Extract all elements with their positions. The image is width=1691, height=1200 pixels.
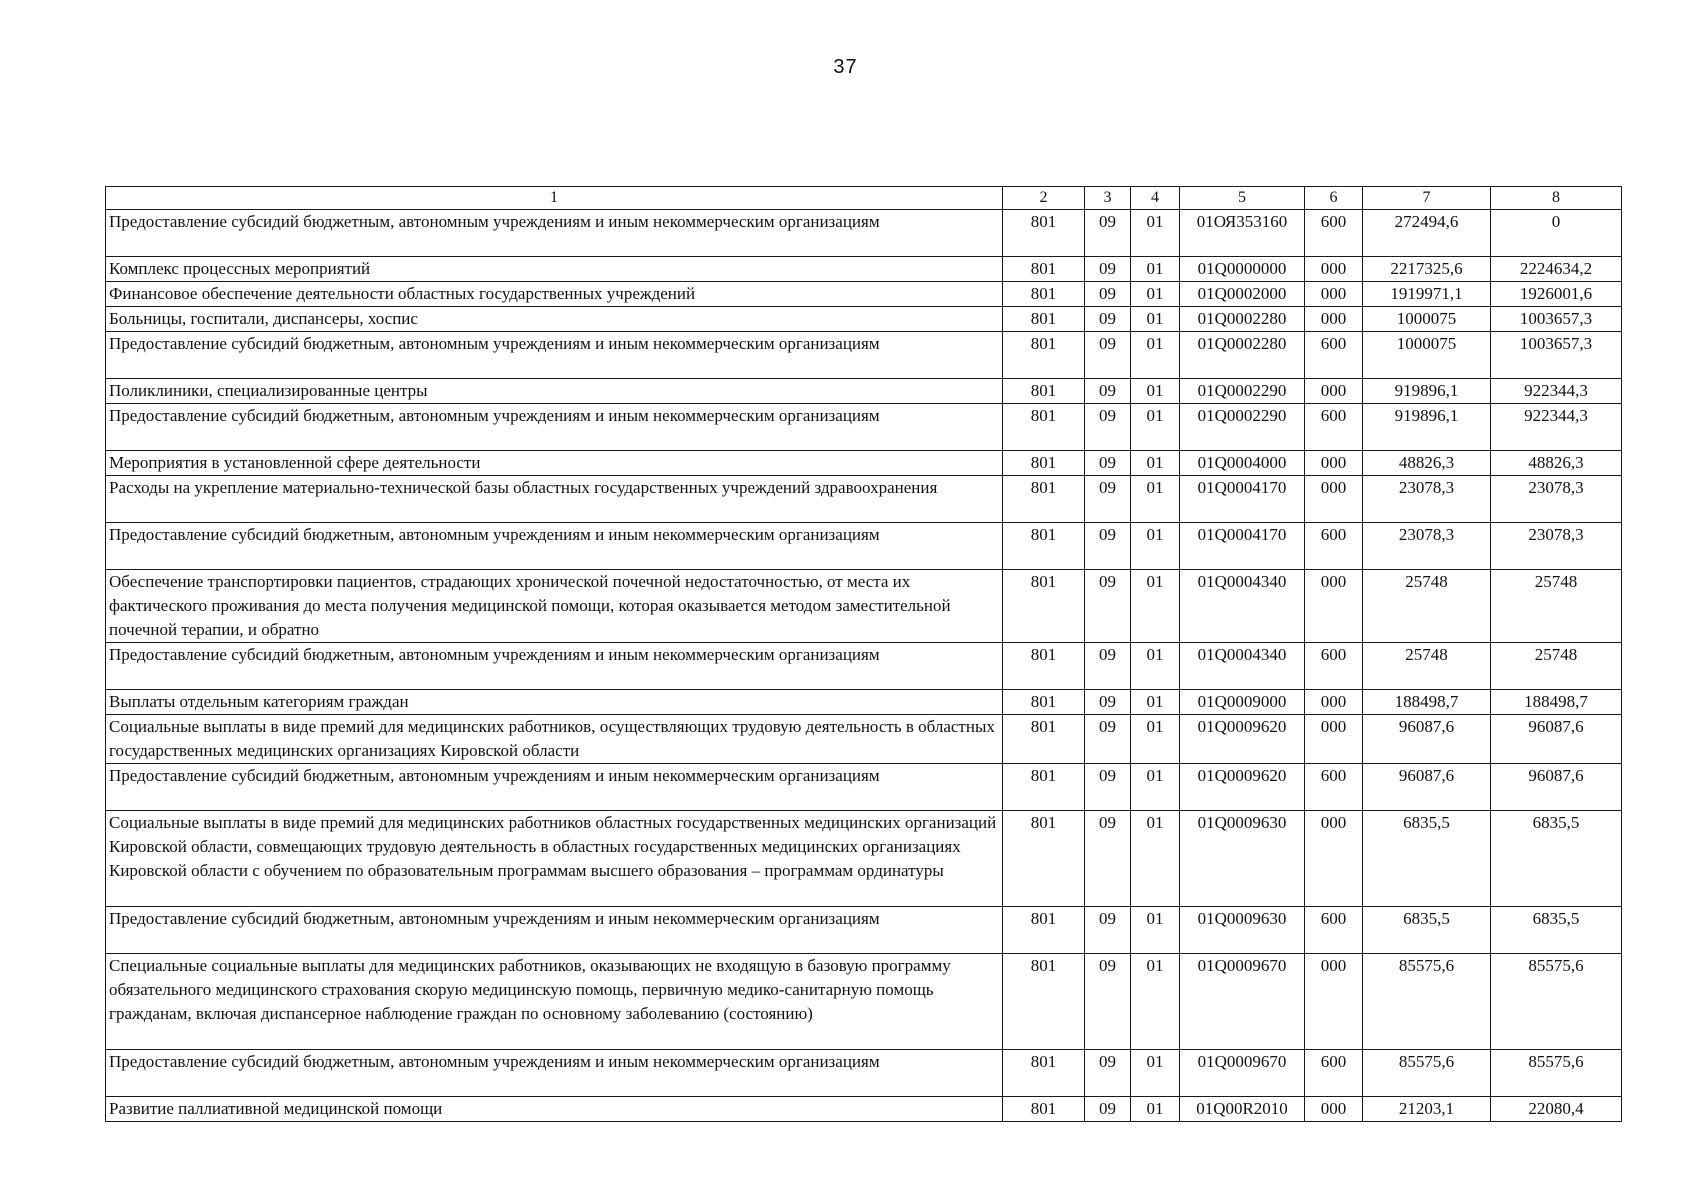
table-cell: 801 — [1003, 307, 1085, 332]
table-cell: 2224634,2 — [1491, 257, 1622, 282]
table-row — [106, 379, 1622, 404]
row-name-cell: Развитие паллиативной медицинской помощи — [106, 1097, 1003, 1122]
table-cell: 01 — [1131, 476, 1180, 523]
table-row — [106, 257, 1622, 282]
table-cell: 01 — [1131, 404, 1180, 451]
table-cell: 01 — [1131, 379, 1180, 404]
table-cell: 01 — [1131, 715, 1180, 764]
table-cell: 01Q0004000 — [1180, 451, 1305, 476]
table-cell: 000 — [1305, 476, 1363, 523]
table-cell: 25748 — [1363, 570, 1491, 643]
table-cell: 09 — [1085, 764, 1131, 811]
table-cell: 000 — [1305, 811, 1363, 907]
row-name-cell: Предоставление субсидий бюджетным, автономным учреждениям и иным некоммерческим организациям — [106, 764, 1003, 811]
table-cell: 09 — [1085, 282, 1131, 307]
table-cell: 23078,3 — [1491, 476, 1622, 523]
table-row — [106, 451, 1622, 476]
table-cell: 01 — [1131, 811, 1180, 907]
table-row — [106, 307, 1622, 332]
table-cell: 1000075 — [1363, 332, 1491, 379]
table-body — [106, 210, 1622, 1122]
table-row — [106, 282, 1622, 307]
row-name-cell: Поликлиники, специализированные центры — [106, 379, 1003, 404]
table-cell: 09 — [1085, 715, 1131, 764]
page-number: 37 — [833, 56, 858, 78]
table-cell: 25748 — [1363, 643, 1491, 690]
table-cell: 188498,7 — [1491, 690, 1622, 715]
table-cell: 09 — [1085, 307, 1131, 332]
table-cell: 01Q0009620 — [1180, 715, 1305, 764]
table-cell: 801 — [1003, 570, 1085, 643]
table-cell: 919896,1 — [1363, 379, 1491, 404]
table-row — [106, 764, 1622, 811]
table-cell: 2217325,6 — [1363, 257, 1491, 282]
table-cell: 09 — [1085, 1050, 1131, 1097]
table-cell: 96087,6 — [1363, 764, 1491, 811]
column-header: 6 — [1305, 187, 1363, 210]
column-header: 7 — [1363, 187, 1491, 210]
table-cell: 09 — [1085, 570, 1131, 643]
table-cell: 600 — [1305, 643, 1363, 690]
row-name-cell: Расходы на укрепление материально-технической базы областных государственных учреждений здравоохранения — [106, 476, 1003, 523]
table-cell: 188498,7 — [1363, 690, 1491, 715]
table-cell: 01 — [1131, 523, 1180, 570]
table-cell: 09 — [1085, 523, 1131, 570]
table-cell: 09 — [1085, 954, 1131, 1050]
row-name-cell: Мероприятия в установленной сфере деятельности — [106, 451, 1003, 476]
table-row — [106, 476, 1622, 523]
table-cell: 6835,5 — [1363, 811, 1491, 907]
table-cell: 09 — [1085, 379, 1131, 404]
table-cell: 01 — [1131, 282, 1180, 307]
table-row — [106, 570, 1622, 643]
table-cell: 600 — [1305, 404, 1363, 451]
table-cell: 01Q0004170 — [1180, 476, 1305, 523]
table-row — [106, 907, 1622, 954]
table-cell: 96087,6 — [1363, 715, 1491, 764]
table-cell: 1000075 — [1363, 307, 1491, 332]
table-cell: 01Q0009620 — [1180, 764, 1305, 811]
table-cell: 01Q0002280 — [1180, 332, 1305, 379]
table-cell: 801 — [1003, 379, 1085, 404]
table-cell: 801 — [1003, 690, 1085, 715]
table-cell: 01 — [1131, 451, 1180, 476]
table-cell: 21203,1 — [1363, 1097, 1491, 1122]
table-cell: 801 — [1003, 282, 1085, 307]
row-name-cell: Предоставление субсидий бюджетным, автономным учреждениям и иным некоммерческим организациям — [106, 907, 1003, 954]
table-row — [106, 811, 1622, 907]
table-cell: 09 — [1085, 404, 1131, 451]
table-cell: 000 — [1305, 690, 1363, 715]
table-cell: 000 — [1305, 1097, 1363, 1122]
table-cell: 01Q0009630 — [1180, 811, 1305, 907]
table-cell: 1003657,3 — [1491, 332, 1622, 379]
table-cell: 09 — [1085, 476, 1131, 523]
table-cell: 801 — [1003, 451, 1085, 476]
table-cell: 09 — [1085, 907, 1131, 954]
table-cell: 01 — [1131, 1097, 1180, 1122]
row-name-cell: Предоставление субсидий бюджетным, автономным учреждениям и иным некоммерческим организациям — [106, 643, 1003, 690]
table-cell: 000 — [1305, 307, 1363, 332]
table-row — [106, 643, 1622, 690]
table-cell: 0 — [1491, 210, 1622, 257]
table-cell: 01 — [1131, 907, 1180, 954]
table-cell: 600 — [1305, 1050, 1363, 1097]
table-row — [106, 1097, 1622, 1122]
table-cell: 09 — [1085, 643, 1131, 690]
table-cell: 23078,3 — [1491, 523, 1622, 570]
row-name-cell: Предоставление субсидий бюджетным, автономным учреждениям и иным некоммерческим организациям — [106, 210, 1003, 257]
table-cell: 01Q0002280 — [1180, 307, 1305, 332]
table-cell: 801 — [1003, 210, 1085, 257]
table-cell: 48826,3 — [1363, 451, 1491, 476]
table-cell: 96087,6 — [1491, 715, 1622, 764]
table-row — [106, 210, 1622, 257]
table-cell: 25748 — [1491, 570, 1622, 643]
table-cell: 01ОЯ353160 — [1180, 210, 1305, 257]
table-cell: 922344,3 — [1491, 404, 1622, 451]
table-header-row — [106, 187, 1622, 210]
table-cell: 600 — [1305, 764, 1363, 811]
table-cell: 600 — [1305, 332, 1363, 379]
table-cell: 01Q0004340 — [1180, 643, 1305, 690]
row-name-cell: Предоставление субсидий бюджетным, автономным учреждениям и иным некоммерческим организациям — [106, 332, 1003, 379]
table-cell: 85575,6 — [1363, 1050, 1491, 1097]
table-row — [106, 715, 1622, 764]
table-cell: 01 — [1131, 332, 1180, 379]
table-cell: 09 — [1085, 257, 1131, 282]
table-cell: 85575,6 — [1363, 954, 1491, 1050]
table-cell: 801 — [1003, 476, 1085, 523]
table-cell: 600 — [1305, 523, 1363, 570]
table-cell: 85575,6 — [1491, 954, 1622, 1050]
table-cell: 22080,4 — [1491, 1097, 1622, 1122]
table-cell: 09 — [1085, 1097, 1131, 1122]
table-cell: 272494,6 — [1363, 210, 1491, 257]
table-cell: 801 — [1003, 257, 1085, 282]
table-cell: 01Q0004340 — [1180, 570, 1305, 643]
table-cell: 801 — [1003, 332, 1085, 379]
table-cell: 801 — [1003, 523, 1085, 570]
table-row — [106, 690, 1622, 715]
table-cell: 801 — [1003, 643, 1085, 690]
table-cell: 09 — [1085, 811, 1131, 907]
table-cell: 801 — [1003, 764, 1085, 811]
table-cell: 000 — [1305, 451, 1363, 476]
table-cell: 01Q0002000 — [1180, 282, 1305, 307]
table-cell: 1919971,1 — [1363, 282, 1491, 307]
table-cell: 1003657,3 — [1491, 307, 1622, 332]
table-cell: 801 — [1003, 1097, 1085, 1122]
table-cell: 09 — [1085, 451, 1131, 476]
row-name-cell: Обеспечение транспортировки пациентов, страдающих хронической почечной недостаточностью, от места их фактического проживания до места получения медицинской помощи, которая оказывается методом заместительной почечной терапии, и обратно — [106, 570, 1003, 643]
table-cell: 01 — [1131, 570, 1180, 643]
row-name-cell: Финансовое обеспечение деятельности областных государственных учреждений — [106, 282, 1003, 307]
table-cell: 01 — [1131, 257, 1180, 282]
table-cell: 922344,3 — [1491, 379, 1622, 404]
table-cell: 1926001,6 — [1491, 282, 1622, 307]
table-cell: 801 — [1003, 907, 1085, 954]
table-cell: 600 — [1305, 907, 1363, 954]
table-cell: 01 — [1131, 643, 1180, 690]
column-header: 5 — [1180, 187, 1305, 210]
table-cell: 000 — [1305, 379, 1363, 404]
row-name-cell: Предоставление субсидий бюджетным, автономным учреждениям и иным некоммерческим организациям — [106, 523, 1003, 570]
table-cell: 01Q0002290 — [1180, 379, 1305, 404]
column-header: 2 — [1003, 187, 1085, 210]
row-name-cell: Социальные выплаты в виде премий для медицинских работников областных государственных медицинских организаций Кировской области, совмещающих трудовую деятельность в областных государственных медицинских организациях Кировской области с обучением по образовательным программам высшего образования – программам ординатуры — [106, 811, 1003, 907]
table-row — [106, 1050, 1622, 1097]
table-row — [106, 523, 1622, 570]
table-cell: 01Q0009670 — [1180, 954, 1305, 1050]
table-cell: 6835,5 — [1491, 811, 1622, 907]
table-cell: 23078,3 — [1363, 523, 1491, 570]
table-row — [106, 954, 1622, 1050]
table-cell: 09 — [1085, 690, 1131, 715]
table-cell: 01Q0009630 — [1180, 907, 1305, 954]
table-cell: 801 — [1003, 715, 1085, 764]
table-cell: 48826,3 — [1491, 451, 1622, 476]
table-cell: 000 — [1305, 715, 1363, 764]
table-cell: 801 — [1003, 811, 1085, 907]
table-cell: 85575,6 — [1491, 1050, 1622, 1097]
row-name-cell: Социальные выплаты в виде премий для медицинских работников, осуществляющих трудовую деятельность в областных государственных медицинских организациях Кировской области — [106, 715, 1003, 764]
table-cell: 01Q00R2010 — [1180, 1097, 1305, 1122]
table-cell: 01Q0009000 — [1180, 690, 1305, 715]
table-cell: 801 — [1003, 404, 1085, 451]
budget-table — [105, 186, 1622, 1122]
table-cell: 600 — [1305, 210, 1363, 257]
table-cell: 919896,1 — [1363, 404, 1491, 451]
table-cell: 000 — [1305, 954, 1363, 1050]
table-cell: 000 — [1305, 570, 1363, 643]
table-cell: 09 — [1085, 332, 1131, 379]
row-name-cell: Специальные социальные выплаты для медицинских работников, оказывающих не входящую в базовую программу обязательного медицинского страхования скорую медицинскую помощь, первичную медико-санитарную помощь гражданам, включая диспансерное наблюдение граждан по основному заболеванию (состоянию) — [106, 954, 1003, 1050]
table-cell: 01 — [1131, 307, 1180, 332]
table-cell: 01 — [1131, 210, 1180, 257]
table-cell: 000 — [1305, 282, 1363, 307]
table-cell: 6835,5 — [1363, 907, 1491, 954]
table-cell: 01Q0002290 — [1180, 404, 1305, 451]
table-row — [106, 332, 1622, 379]
column-header: 8 — [1491, 187, 1622, 210]
row-name-cell: Предоставление субсидий бюджетным, автономным учреждениям и иным некоммерческим организациям — [106, 404, 1003, 451]
table-cell: 01Q0004170 — [1180, 523, 1305, 570]
table-cell: 96087,6 — [1491, 764, 1622, 811]
column-header: 4 — [1131, 187, 1180, 210]
row-name-cell: Выплаты отдельным категориям граждан — [106, 690, 1003, 715]
row-name-cell: Предоставление субсидий бюджетным, автономным учреждениям и иным некоммерческим организациям — [106, 1050, 1003, 1097]
row-name-cell: Больницы, госпитали, диспансеры, хоспис — [106, 307, 1003, 332]
table-cell: 801 — [1003, 1050, 1085, 1097]
table-cell: 09 — [1085, 210, 1131, 257]
table-cell: 6835,5 — [1491, 907, 1622, 954]
table-cell: 25748 — [1491, 643, 1622, 690]
table-cell: 01 — [1131, 764, 1180, 811]
table-cell: 23078,3 — [1363, 476, 1491, 523]
table-cell: 01 — [1131, 954, 1180, 1050]
table-cell: 01 — [1131, 1050, 1180, 1097]
table-cell: 01Q0000000 — [1180, 257, 1305, 282]
column-header: 3 — [1085, 187, 1131, 210]
table-cell: 01 — [1131, 690, 1180, 715]
table-cell: 801 — [1003, 954, 1085, 1050]
row-name-cell: Комплекс процессных мероприятий — [106, 257, 1003, 282]
column-header: 1 — [106, 187, 1003, 210]
table-cell: 01Q0009670 — [1180, 1050, 1305, 1097]
table-row — [106, 404, 1622, 451]
table-cell: 000 — [1305, 257, 1363, 282]
